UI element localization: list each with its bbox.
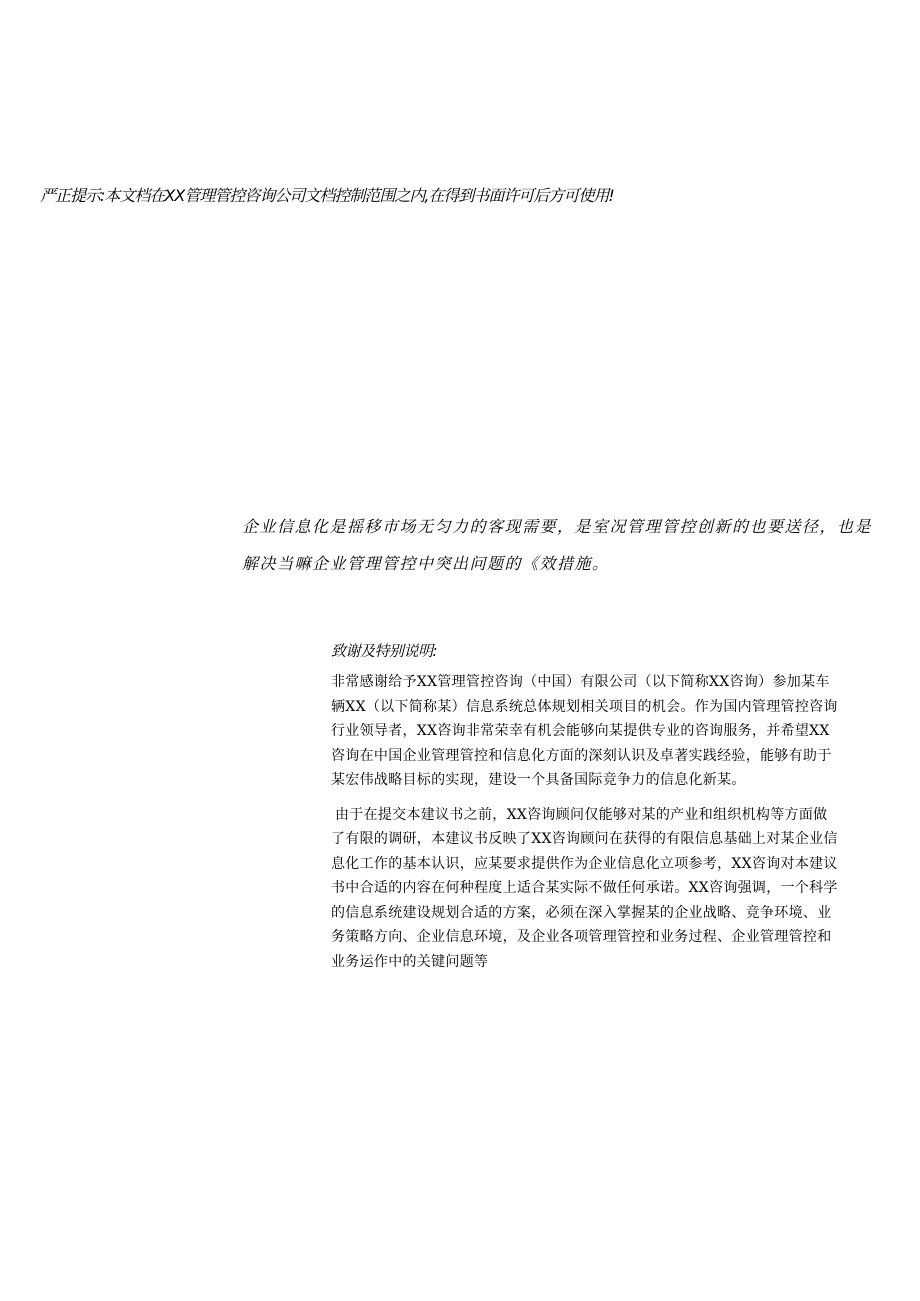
paragraph-line: 非常感谢给予XX管理管控咨询（中国）有限公司（以下简称XX咨询）参加某车 [331,674,830,690]
paragraph-line: 由于在提交本建议书之前，XX咨询顾问仅能够对某的产业和组织机构等方面做 [335,806,828,823]
acknowledgement-paragraph-1 [331,670,850,793]
paragraph-line: 辆XX（以下简称某）信息系统总体规划相关项目的机会。作为国内管理管控咨询 [331,698,838,715]
acknowledgement-section [331,640,850,974]
paragraph-line: 息化工作的基本认识，应某要求提供作为企业信息化立项参考，XX咨询对本建议 [331,855,838,872]
paragraph-line: 业务运作中的关键问题等 [331,953,489,970]
paragraph-line: 务策略方向、企业信息环境，及企业各项管理管控和业务过程、企业管理管控和 [331,929,832,945]
paragraph-line: 书中合适的内容在何种程度上适合某实际不做任何承诺。XX咨询强调，一个科学 [331,880,838,896]
acknowledgement-paragraph-2 [331,803,850,975]
pull-quote-line: 企业信息化是摇移市场无匀力的客现需要，是室况管理管控创新的也要送径，也是 [242,517,873,536]
pull-quote [242,508,873,582]
pull-quote-line: 解决当嘛企业管理管控中突出问题的《效措施。 [242,554,610,573]
paragraph-line: 的信息系统建设规划合适的方案，必须在深入掌握某的企业战略、竞争环境、业 [331,904,832,921]
paragraph-line: 行业领导者，XX咨询非常荣幸有机会能够向某提供专业的咨询服务，并希望XX [331,723,830,739]
paragraph-line: 咨询在中国企业管理管控和信息化方面的深刻认识及卓著实践经验，能够有助于 [331,747,832,764]
section-heading: 致谢及特别说明: [331,642,438,660]
confidentiality-notice: 严正提示:本文档在XX管理管控咨询公司文档控制范围之内,在得到书面许可后方可使用! [40,186,614,205]
paragraph-line: 了有限的调研，本建议书反映了XX咨询顾问在获得的有限信息基础上对某企业信 [331,831,838,847]
paragraph-line: 某宏伟战略目标的实现，建设一个具备国际竞争力的信息化新某。 [331,772,746,788]
